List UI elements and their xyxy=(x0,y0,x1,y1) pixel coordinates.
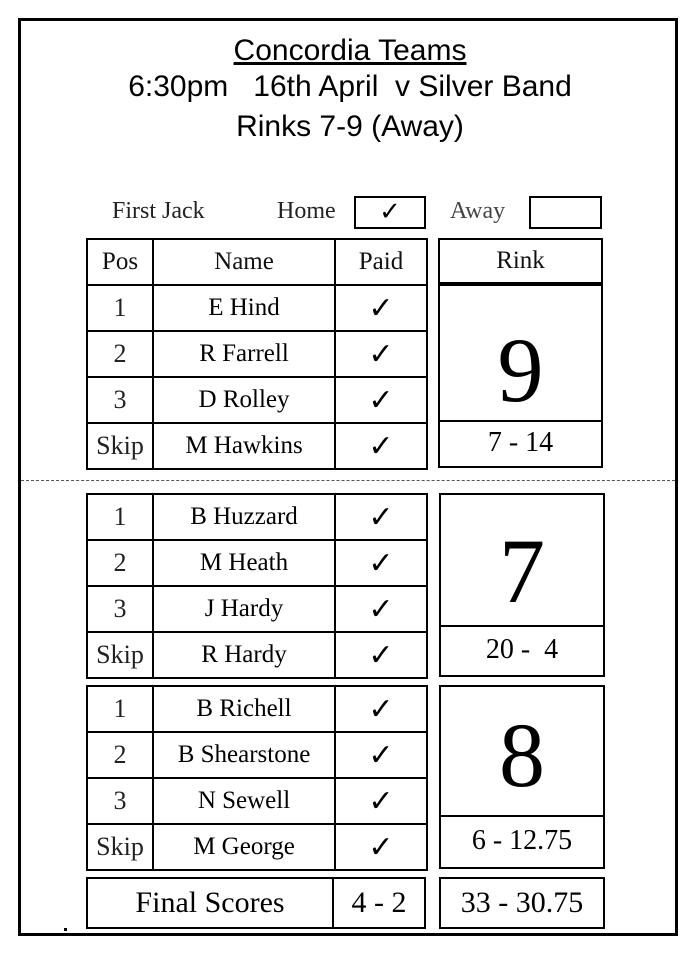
rink-header: Rink xyxy=(438,238,603,284)
paid-check[interactable]: ✓ xyxy=(335,586,427,632)
player-position: 2 xyxy=(87,732,153,778)
player-position: 1 xyxy=(87,686,153,732)
rink-box-8 xyxy=(439,685,605,869)
team-table-rink-8 xyxy=(86,685,428,871)
away-checkbox[interactable] xyxy=(529,196,602,229)
rink-score: 20 - 4 xyxy=(441,625,603,675)
rink-score: 7 - 14 xyxy=(440,420,601,466)
paid-check[interactable]: ✓ xyxy=(335,632,427,678)
player-name: M Hawkins xyxy=(153,423,335,469)
player-name: N Sewell xyxy=(153,778,335,824)
paid-check[interactable]: ✓ xyxy=(335,423,427,469)
rink-number: 7 xyxy=(499,520,545,622)
paid-check[interactable]: ✓ xyxy=(335,377,427,423)
player-position: Skip xyxy=(87,632,153,678)
paid-check[interactable]: ✓ xyxy=(335,494,427,540)
team-table-rink-9 xyxy=(86,238,428,470)
player-position: 3 xyxy=(87,778,153,824)
table-row xyxy=(87,778,427,824)
player-position: 2 xyxy=(87,540,153,586)
paid-check[interactable]: ✓ xyxy=(335,540,427,586)
player-name: R Hardy xyxy=(153,632,335,678)
table-row xyxy=(87,423,427,469)
table-row xyxy=(87,285,427,331)
team-table-rink-7 xyxy=(86,493,428,679)
player-position: Skip xyxy=(87,423,153,469)
rink-number: 8 xyxy=(499,704,545,806)
player-name: E Hind xyxy=(153,285,335,331)
paid-check[interactable]: ✓ xyxy=(335,778,427,824)
paid-header: Paid xyxy=(335,239,427,285)
table-row xyxy=(87,494,427,540)
paid-check[interactable]: ✓ xyxy=(335,331,427,377)
table-row xyxy=(87,377,427,423)
home-label: Home xyxy=(277,198,336,224)
table-row xyxy=(87,824,427,870)
player-position: Skip xyxy=(87,824,153,870)
pos-header: Pos xyxy=(87,239,153,285)
table-row xyxy=(87,686,427,732)
rink-number: 9 xyxy=(497,319,544,421)
table-row xyxy=(87,586,427,632)
final-shots: 33 - 30.75 xyxy=(439,877,605,929)
table-row xyxy=(87,540,427,586)
player-name: B Richell xyxy=(153,686,335,732)
rink-box-7 xyxy=(439,493,605,677)
paid-check[interactable]: ✓ xyxy=(335,285,427,331)
paid-check[interactable]: ✓ xyxy=(335,686,427,732)
paid-check[interactable]: ✓ xyxy=(335,732,427,778)
player-name: R Farrell xyxy=(153,331,335,377)
final-scores-label: Final Scores xyxy=(86,877,334,929)
player-name: M George xyxy=(153,824,335,870)
stray-dot xyxy=(64,928,67,931)
home-checkbox[interactable]: ✓ xyxy=(354,196,426,229)
player-position: 1 xyxy=(87,285,153,331)
table-row xyxy=(87,632,427,678)
table-row xyxy=(87,331,427,377)
rink-score: 6 - 12.75 xyxy=(441,815,603,867)
name-header: Name xyxy=(153,239,335,285)
player-position: 3 xyxy=(87,377,153,423)
section-divider xyxy=(21,480,675,481)
final-points: 4 - 2 xyxy=(332,877,426,929)
rinks-info: Rinks 7-9 (Away) xyxy=(236,110,464,143)
player-name: B Huzzard xyxy=(153,494,335,540)
player-name: D Rolley xyxy=(153,377,335,423)
match-details: 6:30pm 16th April v Silver Band xyxy=(128,70,572,103)
page-title: Concordia Teams xyxy=(233,34,467,67)
player-name: J Hardy xyxy=(153,586,335,632)
table-row xyxy=(87,732,427,778)
player-position: 3 xyxy=(87,586,153,632)
away-label: Away xyxy=(450,198,506,224)
player-position: 2 xyxy=(87,331,153,377)
player-name: B Shearstone xyxy=(153,732,335,778)
player-name: M Heath xyxy=(153,540,335,586)
player-position: 1 xyxy=(87,494,153,540)
first-jack-label: First Jack xyxy=(112,198,205,224)
rink-box-9 xyxy=(438,284,603,468)
paid-check[interactable]: ✓ xyxy=(335,824,427,870)
